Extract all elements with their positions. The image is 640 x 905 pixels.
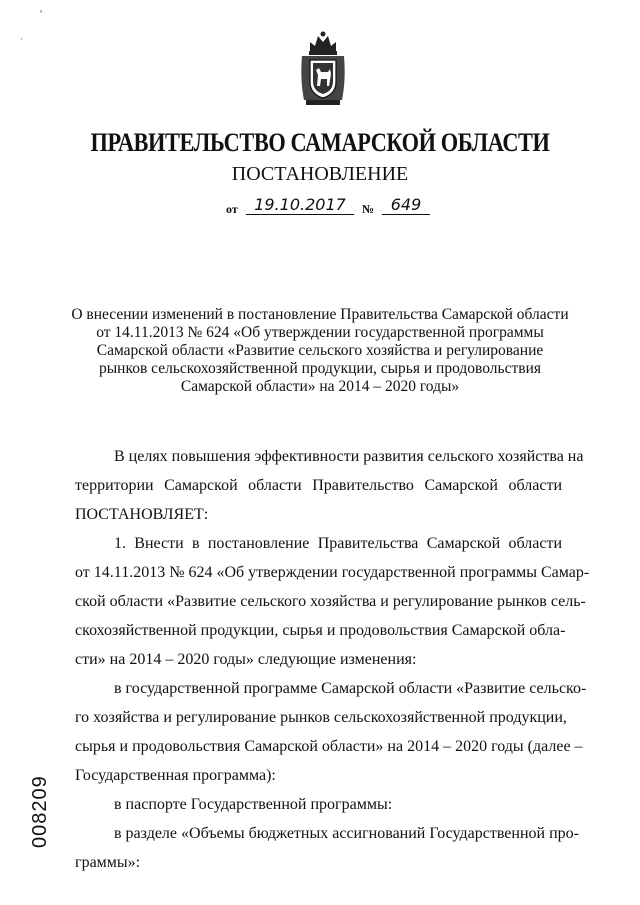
date-number-line <box>226 196 436 218</box>
body-line: ской области «Развитие сельского хозяйства и регулирование рынков сель- <box>75 593 586 610</box>
body-line: го хозяйства и регулирование рынков сельскохозяйственной продукции, <box>75 709 567 726</box>
document-type: ПОСТАНОВЛЕНИЕ <box>231 163 409 185</box>
body-line: территории Самарской области Правительство Самарской области <box>75 477 562 494</box>
corner-mark: · <box>20 34 23 44</box>
subject-line: Самарской области» на 2014 – 2020 годы» <box>180 378 460 395</box>
body-line: скохозяйственной продукции, сырья и продовольствия Самарской обла- <box>75 622 566 639</box>
body-line: В целях повышения эффективности развития сельского хозяйства на <box>114 448 584 465</box>
corner-mark: ᵃ <box>40 7 43 17</box>
government-title: ПРАВИТЕЛЬСТВО САМАРСКОЙ ОБЛАСТИ <box>90 128 550 157</box>
body-line: в государственной программе Самарской области «Развитие сельско- <box>114 680 587 697</box>
decree-subject <box>70 306 570 396</box>
samara-coat-of-arms-icon <box>298 30 348 108</box>
side-registration-number: 008209 <box>29 775 51 848</box>
subject-line: рынков сельскохозяйственной продукции, сырья и продовольствия <box>99 360 541 377</box>
body-line: сырья и продовольствия Самарской области» на 2014 – 2020 годы (далее – <box>75 738 583 755</box>
body-line: сти» на 2014 – 2020 годы» следующие изменения: <box>75 651 417 668</box>
subject-line: от 14.11.2013 № 624 «Об утверждении государственной программы <box>96 324 544 341</box>
body-line: в паспорте Государственной программы: <box>114 796 393 813</box>
number-prefix: № <box>362 202 375 216</box>
decree-body <box>75 442 590 877</box>
decree-date: 19.10.2017 <box>246 196 354 215</box>
body-line: в разделе «Объемы бюджетных ассигнований Государственной про- <box>114 825 579 842</box>
subject-line: О внесении изменений в постановление Правительства Самарской области <box>71 306 569 323</box>
body-line: граммы»: <box>75 854 141 871</box>
decree-number: 649 <box>382 196 430 215</box>
body-line: от 14.11.2013 № 624 «Об утверждении государственной программы Самар- <box>75 564 590 581</box>
body-line: 1. Внести в постановление Правительства Самарской области <box>114 535 562 552</box>
body-line: ПОСТАНОВЛЯЕТ: <box>75 506 209 523</box>
date-prefix: от <box>226 202 238 216</box>
subject-line: Самарской области «Развитие сельского хозяйства и регулирование <box>96 342 544 359</box>
body-line: Государственная программа): <box>75 767 276 784</box>
